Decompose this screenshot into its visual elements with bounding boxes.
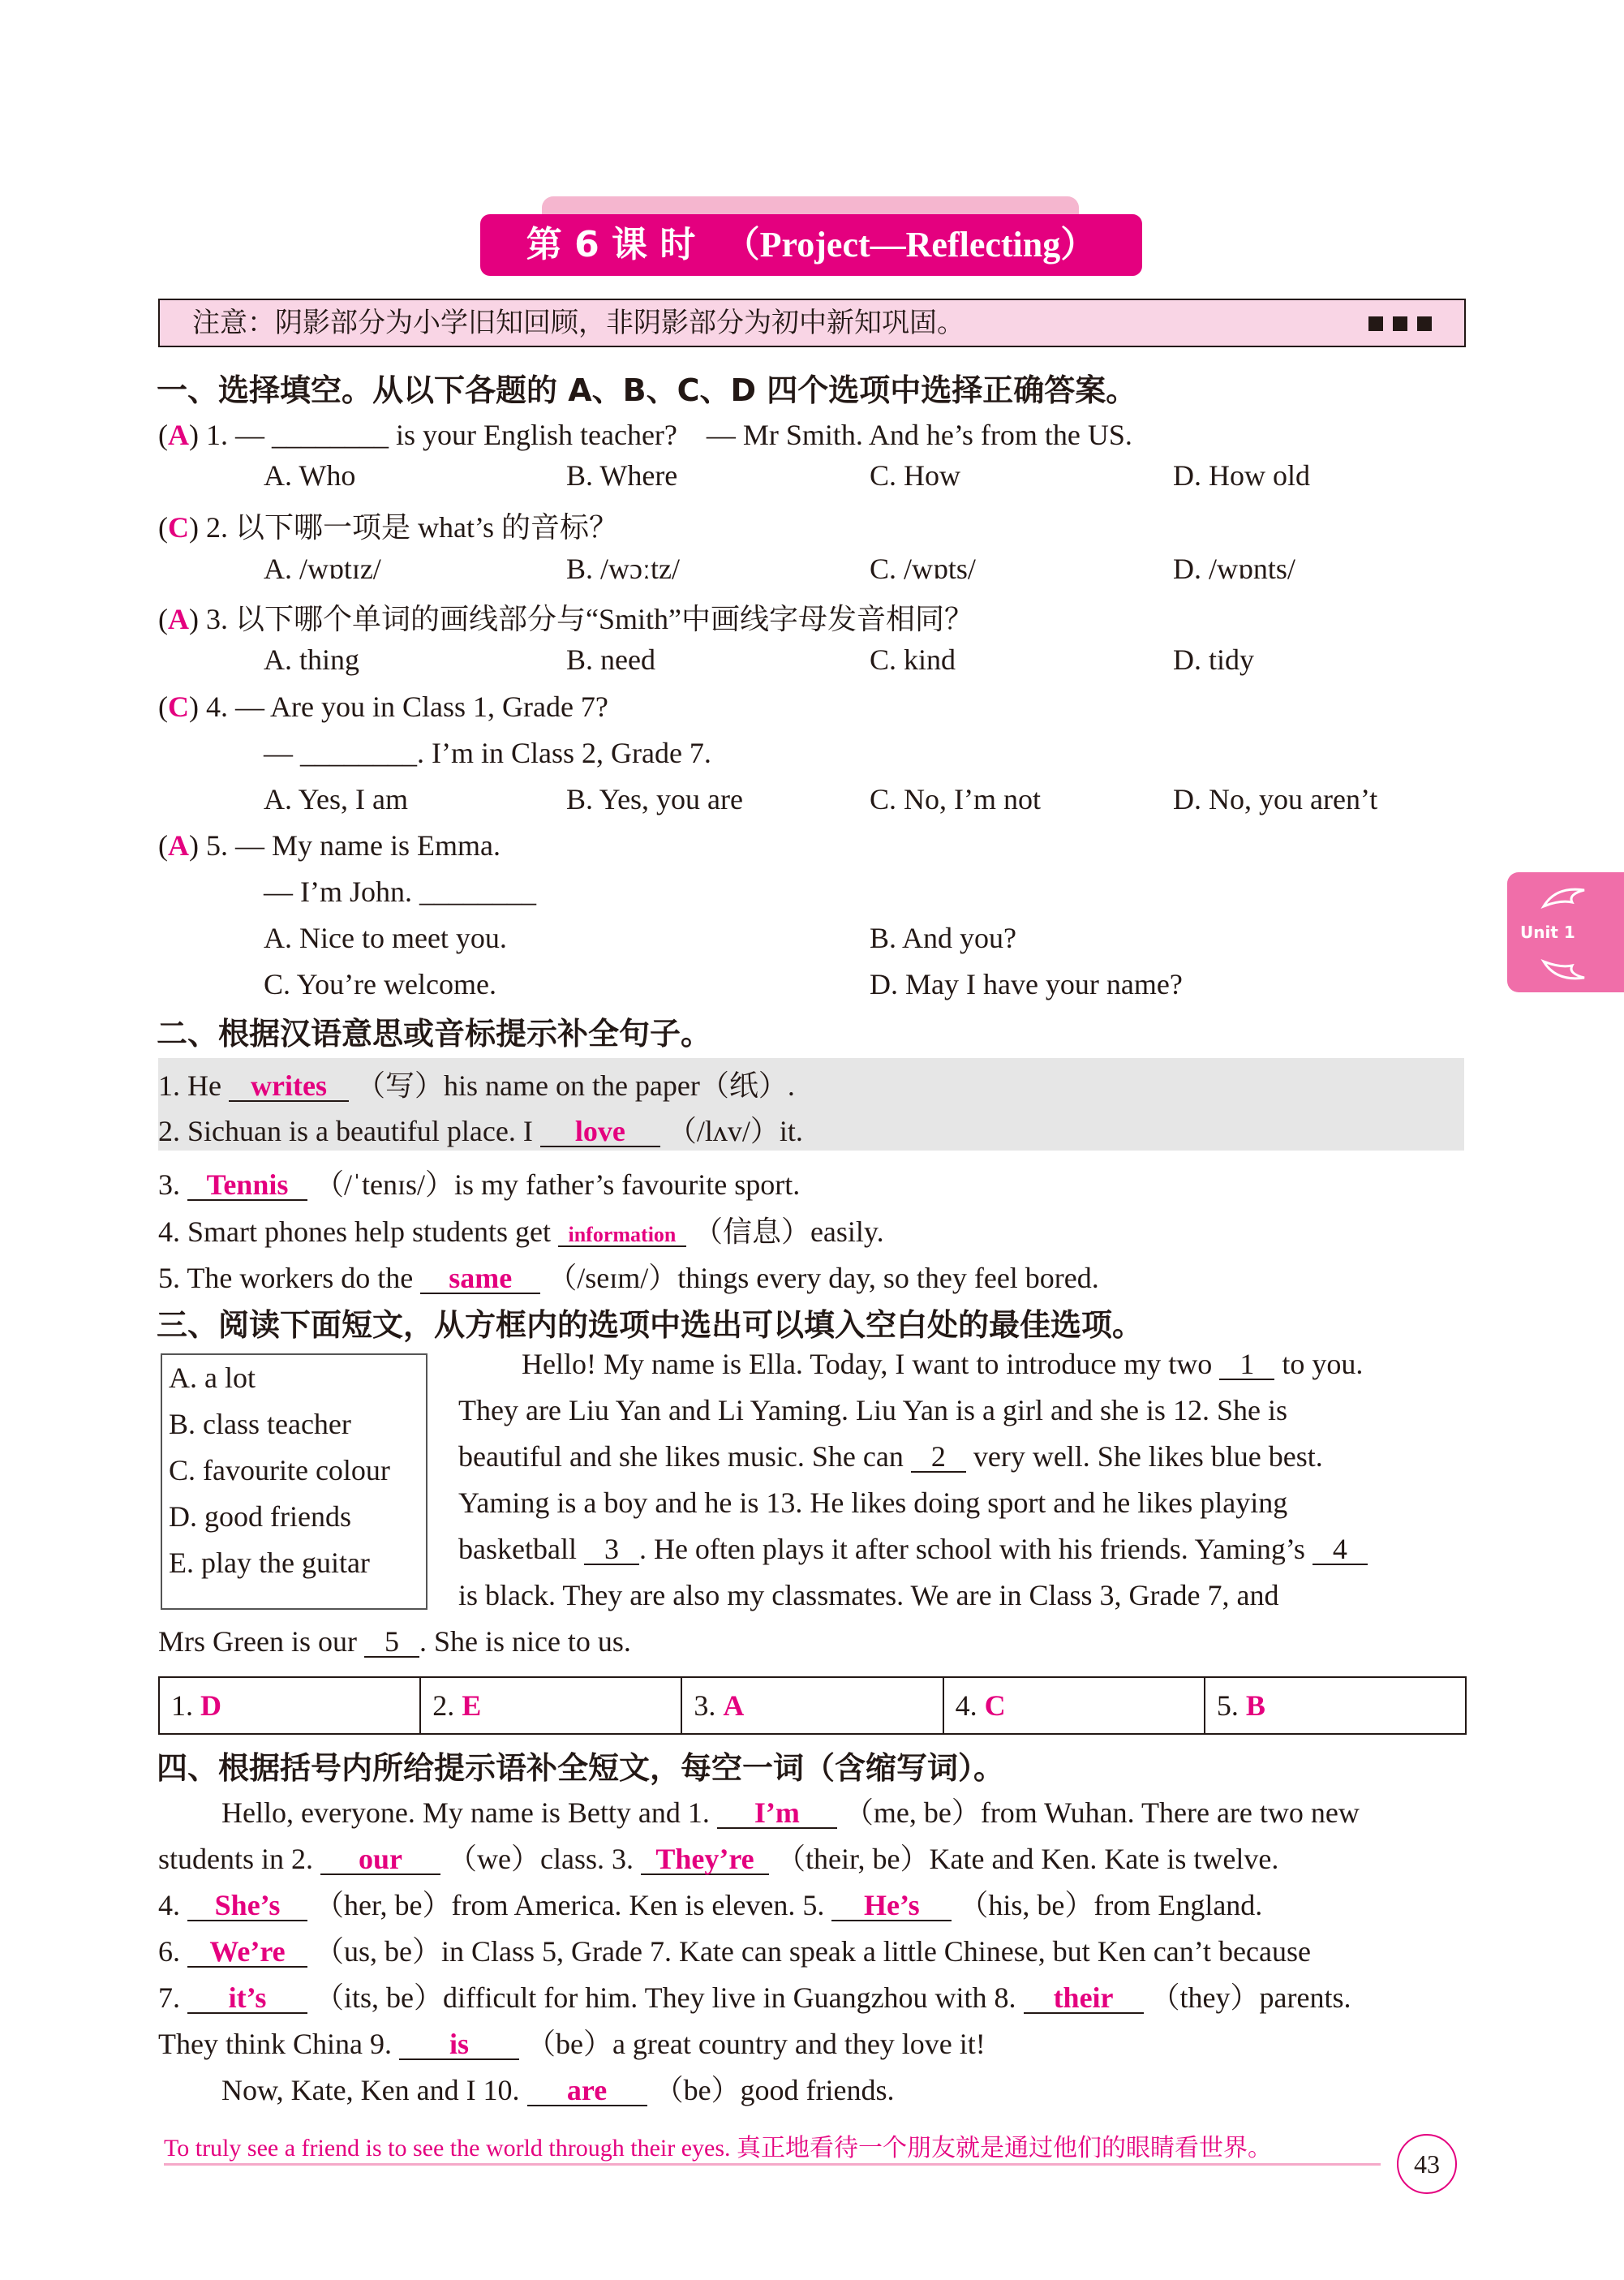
q1-option-a: A. Who — [264, 459, 356, 492]
s2-item-3-pre: 3. — [158, 1168, 180, 1201]
q3-stem: (A) 3. 以下哪个单词的画线部分与“Smith”中画线字母发音相同？ — [158, 603, 973, 635]
s4-text: （its, be）difficult for him. They live in Guangzhou with 8. — [315, 1981, 1016, 2014]
footer-quote: To truly see a friend is to see the world through their eyes. 真正地看待一个朋友就是通过他们的眼睛看世界。 — [164, 2135, 1273, 2162]
s4-line-4 — [158, 1929, 1311, 1970]
s4-line-2 — [158, 1836, 1278, 1878]
wing-icon — [1540, 882, 1588, 914]
answer-num: 1. — [171, 1689, 193, 1722]
q1-option-d: D. How old — [1173, 459, 1310, 492]
answer-cell — [421, 1678, 682, 1733]
s4-line-3 — [158, 1882, 1262, 1924]
q3-option-d: D. tidy — [1173, 643, 1255, 676]
s4-answer-1: I’m — [717, 1798, 837, 1829]
answer-letter: A — [723, 1689, 745, 1722]
unit-side-tab — [1507, 872, 1624, 992]
s4-text: （they）parents. — [1150, 1981, 1351, 2014]
s2-item-5-pre: 5. The workers do the — [158, 1262, 414, 1294]
blank-2: 2 — [911, 1442, 966, 1473]
square-icon — [1417, 316, 1432, 331]
s4-answer-7: it’s — [187, 1983, 307, 2014]
q2-option-a: A. /wɒtɪz/ — [264, 553, 381, 585]
choice-a: A. a lot — [169, 1362, 256, 1394]
s4-text: They think China 9. — [158, 2028, 392, 2060]
blank-1: 1 — [1219, 1349, 1274, 1380]
section-1-title: 一、选择填空。从以下各题的 A、B、C、D 四个选项中选择正确答案。 — [157, 372, 1137, 408]
q5-text: 5. — My name is Emma. — [206, 829, 501, 862]
wing-icon — [1540, 953, 1588, 986]
s4-text: 7. — [158, 1981, 180, 2014]
q5-text-2: — I’m John. ________ — [264, 875, 536, 908]
passage-text: Mrs Green is our — [158, 1625, 357, 1658]
answer-num: 5. — [1216, 1689, 1239, 1722]
lesson-title — [480, 214, 1142, 276]
answer-cell — [1205, 1678, 1465, 1733]
s2-item-3-answer: Tennis — [187, 1170, 307, 1201]
q2-option-b: B. /wɔːtz/ — [566, 553, 680, 585]
q4-text: 4. — Are you in Class 1, Grade 7? — [206, 690, 608, 723]
s4-line-6 — [158, 2021, 986, 2063]
passage-line-6: is black. They are also my classmates. We are in Class 3, Grade 7, and — [458, 1579, 1279, 1611]
s4-text: （be）a great country and they love it! — [526, 2028, 986, 2060]
section-3-title: 三、阅读下面短文，从方框内的选项中选出可以填入空白处的最佳选项。 — [157, 1307, 1144, 1343]
s4-text: （his, be）from England. — [959, 1889, 1263, 1921]
s4-text: （her, be）from America. Ken is eleven. 5. — [315, 1889, 825, 1921]
s2-item-3 — [158, 1162, 800, 1203]
blank-4: 4 — [1313, 1534, 1368, 1565]
q4-text-2: — ________. I’m in Class 2, Grade 7. — [264, 737, 711, 769]
lesson-label: 第 6 课 时 — [526, 224, 696, 265]
q4-answer: C — [168, 690, 189, 723]
q1-text: 1. — ________ is your English teacher? — Mr Smith. And he’s from the US. — [206, 419, 1132, 451]
q1-option-b: B. Where — [566, 459, 678, 492]
choice-c: C. favourite colour — [169, 1454, 390, 1486]
choice-b: B. class teacher — [169, 1408, 351, 1440]
s4-answer-5: He’s — [831, 1891, 952, 1921]
q2-option-c: C. /wɒts/ — [870, 553, 976, 585]
q3-answer: A — [168, 603, 189, 635]
s2-item-4-post: （信息）easily. — [693, 1215, 884, 1248]
q2-option-d: D. /wɒnts/ — [1173, 553, 1295, 585]
section-4-title: 四、根据括号内所给提示语补全短文，每空一词（含缩写词）。 — [157, 1750, 1005, 1786]
q5-answer: A — [168, 829, 189, 862]
q1-option-c: C. How — [870, 459, 961, 492]
q3-text: 3. 以下哪个单词的画线部分与“Smith”中画线字母发音相同？ — [206, 603, 973, 635]
q5-option-d: D. May I have your name? — [870, 968, 1183, 1000]
footer-line — [164, 2163, 1381, 2166]
s2-item-1-answer: writes — [229, 1071, 349, 1102]
answer-cell — [160, 1678, 421, 1733]
s4-answer-3: They’re — [641, 1844, 769, 1875]
answer-cell — [682, 1678, 943, 1733]
answer-letter: C — [984, 1689, 1006, 1722]
s4-text: students in 2. — [158, 1843, 314, 1875]
s2-item-5-post: （/seɪm/）things every day, so they feel bored. — [548, 1262, 1099, 1294]
passage-text: beautiful and she likes music. She can — [458, 1440, 904, 1473]
s4-answer-8: their — [1024, 1983, 1144, 2014]
passage-text: to you. — [1282, 1348, 1364, 1380]
s2-item-2-post: （/lʌv/）it. — [667, 1115, 803, 1147]
page-number: 43 — [1397, 2134, 1457, 2194]
s2-item-4-pre: 4. Smart phones help students get — [158, 1215, 551, 1248]
q1-answer: A — [168, 419, 189, 451]
s4-answer-10: are — [527, 2076, 647, 2106]
q4-option-d: D. No, you aren’t — [1173, 783, 1378, 815]
passage-line-4: Yaming is a boy and he is 13. He likes doing sport and he likes playing — [458, 1486, 1288, 1519]
s4-text: （me, be）from Wuhan. There are two new — [844, 1796, 1360, 1829]
choice-e: E. play the guitar — [169, 1547, 370, 1579]
s2-item-1-post: （写）his name on the paper（纸）. — [355, 1069, 795, 1102]
passage-line-3 — [458, 1439, 1323, 1473]
s2-item-3-post: （/ˈtenɪs/）is my father’s favourite sport. — [315, 1168, 801, 1201]
answer-num: 3. — [694, 1689, 716, 1722]
s2-item-5 — [158, 1255, 1099, 1297]
s4-line-1 — [221, 1790, 1360, 1831]
answer-letter: E — [462, 1689, 482, 1722]
q5-option-a: A. Nice to meet you. — [264, 922, 507, 954]
q5-option-c: C. You’re welcome. — [264, 968, 496, 1000]
lesson-topic: （Project—Reflecting） — [724, 225, 1097, 265]
q2-text: 2. 以下哪一项是 what’s 的音标？ — [206, 511, 618, 544]
answer-letter: D — [200, 1689, 221, 1722]
passage-text: very well. She likes blue best. — [973, 1440, 1323, 1473]
square-icon — [1393, 316, 1407, 331]
answer-letter: B — [1245, 1689, 1265, 1722]
s4-text: 6. — [158, 1935, 180, 1968]
s4-line-5 — [158, 1975, 1351, 2016]
answer-table — [158, 1676, 1467, 1735]
q3-option-c: C. kind — [870, 643, 956, 676]
s4-answer-6: We’re — [187, 1937, 307, 1968]
passage-line-7 — [158, 1624, 631, 1658]
s2-item-2-answer: love — [540, 1116, 660, 1147]
blank-5: 5 — [364, 1627, 419, 1658]
square-icon — [1368, 316, 1383, 331]
answer-cell — [944, 1678, 1205, 1733]
note-bar — [158, 299, 1466, 347]
q4-option-c: C. No, I’m not — [870, 783, 1041, 815]
passage-line-2: They are Liu Yan and Li Yaming. Liu Yan is a girl and she is 12. She is — [458, 1394, 1287, 1426]
s4-answer-4: She’s — [187, 1891, 307, 1921]
q4-option-a: A. Yes, I am — [264, 783, 409, 815]
q5-option-b: B. And you? — [870, 922, 1017, 954]
s4-line-7 — [221, 2067, 895, 2109]
unit-label: Unit 1 — [1520, 923, 1575, 942]
passage-text: . He often plays it after school with his friends. Yaming’s — [638, 1533, 1305, 1565]
passage-line-5 — [458, 1532, 1368, 1566]
q3-option-a: A. thing — [264, 643, 360, 676]
answer-num: 2. — [432, 1689, 455, 1722]
answer-num: 4. — [955, 1689, 977, 1722]
q3-option-b: B. need — [566, 643, 655, 676]
s4-answer-9: is — [399, 2029, 519, 2060]
passage-text: basketball — [458, 1533, 577, 1565]
s2-item-4-answer: information — [558, 1224, 686, 1247]
q1-stem: (A) 1. — ________ is your English teacher? — Mr Smith. And he’s from the US. — [158, 419, 1132, 451]
s4-text: Now, Kate, Ken and I 10. — [221, 2074, 520, 2106]
s4-text: （be）good friends. — [654, 2074, 895, 2106]
s4-text: 4. — [158, 1889, 180, 1921]
blank-3: 3 — [584, 1534, 639, 1565]
choice-d: D. good friends — [169, 1500, 351, 1533]
s2-item-2 — [158, 1108, 803, 1150]
q4-option-b: B. Yes, you are — [566, 783, 744, 815]
q2-answer: C — [168, 511, 189, 544]
passage-text: . She is nice to us. — [419, 1625, 631, 1658]
s2-item-1-pre: 1. He — [158, 1069, 221, 1102]
q4-stem: (C) 4. — Are you in Class 1, Grade 7? — [158, 690, 608, 723]
s4-text: （we）class. 3. — [448, 1843, 634, 1875]
section-2-title: 二、根据汉语意思或音标提示补全句子。 — [157, 1016, 712, 1052]
s2-item-2-pre: 2. Sichuan is a beautiful place. I — [158, 1115, 533, 1147]
s4-text: （their, be）Kate and Ken. Kate is twelve. — [775, 1843, 1279, 1875]
s2-item-1 — [158, 1063, 795, 1104]
s4-answer-2: our — [320, 1844, 440, 1875]
s4-text: Hello, everyone. My name is Betty and 1. — [221, 1796, 710, 1829]
s4-text: （us, be）in Class 5, Grade 7. Kate can speak a little Chinese, but Ken can’t because — [315, 1935, 1311, 1968]
passage-text: Hello! My name is Ella. Today, I want to introduce my two — [522, 1348, 1213, 1380]
choice-box — [161, 1353, 427, 1610]
note-text: 注意：阴影部分为小学旧知回顾，非阴影部分为初中新知巩固。 — [192, 307, 965, 339]
q5-stem: (A) 5. — My name is Emma. — [158, 829, 501, 862]
q2-stem: (C) 2. 以下哪一项是 what’s 的音标？ — [158, 511, 618, 544]
s2-item-5-answer: same — [420, 1263, 540, 1294]
s2-item-4 — [158, 1209, 884, 1250]
passage-line-1 — [522, 1347, 1363, 1381]
